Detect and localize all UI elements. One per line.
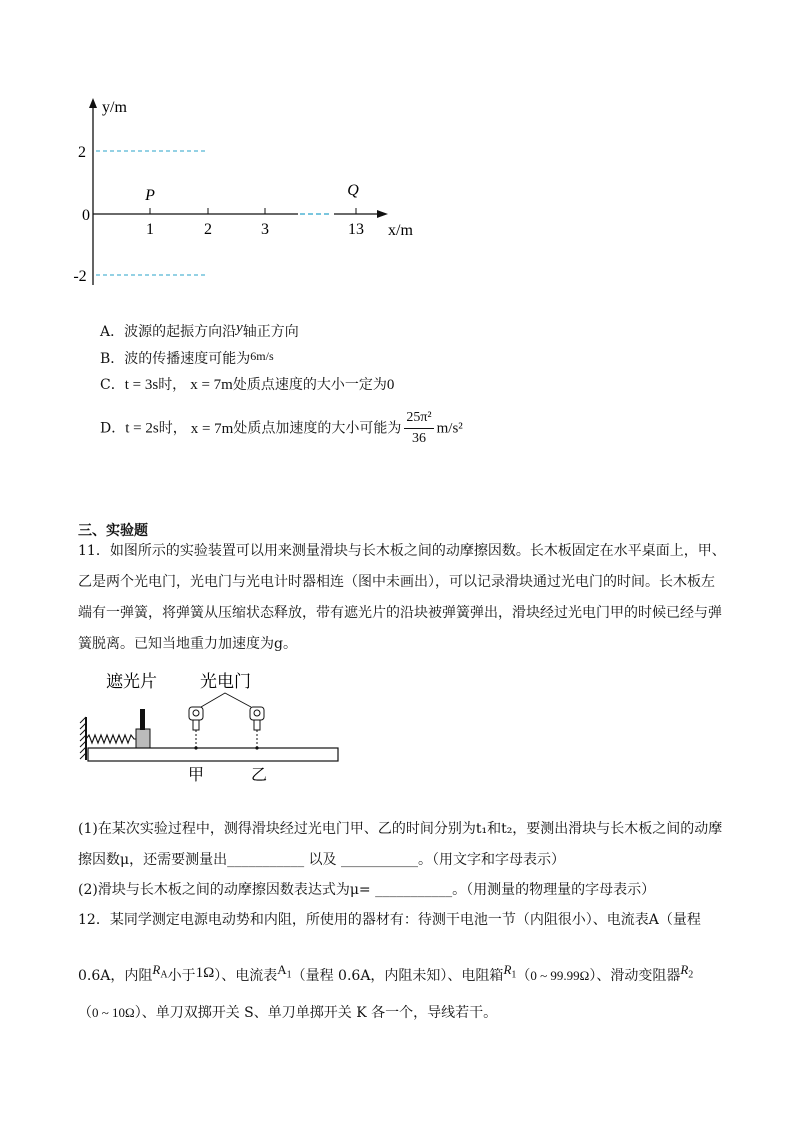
photogate-jia [189, 707, 203, 750]
apparatus-figure [78, 665, 348, 785]
option-c-value: 0 [386, 377, 395, 393]
q11-line-2: 乙是两个光电门，光电门与光电计时器相连（图中未画出），可以记录滑块通过光电门的时间。长木板左 [78, 574, 715, 590]
option-a-text: A．波源的起振方向沿 [100, 324, 237, 340]
q12-line-3 [78, 1003, 497, 1023]
q11-line-4: 簧脱离。已知当地重力加速度为g。 [78, 636, 297, 652]
option-a-tail: 轴正方向 [242, 324, 299, 340]
slider-block [136, 729, 150, 748]
q12-a1: $A_1$ [277, 962, 292, 981]
option-d-position: x = 7m [190, 420, 234, 437]
q12-l2-c: ）、电流表 [214, 968, 278, 984]
q12-ra: $R_A$ [152, 962, 168, 981]
q12-l2-d: （量程 0.6A，内阻未知）、电阻箱 [291, 968, 504, 984]
q11-line-3: 端有一弹簧，将弹簧从压缩状态释放，带有遮光片的沿块被弹簧弹出，滑块经过光电门甲的时候已经与弹 [78, 605, 722, 621]
figure-label-jia: 甲 [188, 767, 205, 784]
long-board [88, 748, 338, 761]
q11-line-1: 11．如图所示的实验装置可以用来测量滑块与长木板之间的动摩擦因数。长木板固定在水平桌面上，甲、 [78, 543, 726, 559]
option-d-fraction [404, 408, 433, 449]
option-a-symbol: y [236, 320, 243, 336]
option-c-mid: 时， [158, 377, 187, 393]
q11-sub1-line-1: (1)在某次实验过程中，测得滑块经过光电门甲、乙的时间分别为t₁和t₂，要测出滑块与长木板之间的动摩 [78, 821, 723, 837]
option-c [100, 375, 394, 395]
section-heading: 三、实验题 [78, 523, 148, 539]
spring [86, 735, 136, 743]
figure-label-yi: 乙 [251, 767, 268, 784]
option-c-label: C． [100, 377, 125, 393]
wave-graph [60, 90, 440, 300]
photogate-yi [250, 707, 264, 750]
q12-l3-b: ）、单刀双掷开关 S、单刀单掷开关 K 各一个，导线若干。 [134, 1005, 498, 1021]
y-tick-label-2: 2 [78, 144, 86, 161]
y-tick-label-neg2: -2 [73, 268, 87, 285]
y-tick-label-0: 0 [82, 207, 90, 224]
point-q-label: Q [347, 182, 359, 199]
point-p-label: P [145, 187, 155, 204]
q12-l2-e: （ [516, 968, 531, 984]
y-axis-label: y/m [102, 99, 127, 116]
option-a [100, 318, 299, 342]
x-axis-arrow [377, 210, 388, 218]
option-c-position: x = 7m [190, 377, 233, 393]
option-b [100, 346, 274, 369]
q12-range2: 0 ~ 10Ω [92, 1005, 135, 1020]
option-b-text: B．波的传播速度可能为 [100, 351, 251, 367]
option-d-tail: 处质点加速度的大小可能为 [233, 420, 402, 437]
q12-r2: $R_2$ [680, 962, 694, 981]
option-d-denominator: 36 [411, 431, 426, 446]
x-tick-label-1: 1 [146, 221, 154, 238]
q11-sub1-line-2: 擦因数μ，还需要测量出___________ 以及 ___________。（用文字和字母表示） [78, 852, 565, 868]
figure-label-shading-plate: 遮光片 [106, 672, 157, 691]
option-b-value: 6m/s [250, 349, 274, 363]
q12-line-2 [78, 960, 693, 986]
q12-line-1: 12．某同学测定电源电动势和内阻，所使用的器材有：待测干电池一节（内阻很小）、电流表A（量程 [78, 912, 701, 928]
q12-r1: $R_1$ [503, 962, 517, 981]
q12-ohm: 1Ω [195, 965, 215, 981]
figure-label-photogate: 光电门 [200, 672, 251, 691]
x-axis-label: x/m [388, 222, 413, 239]
q12-l2-f: ）、滑动变阻器 [589, 968, 681, 984]
option-d-unit: m/s² [436, 420, 463, 437]
option-d-numerator: 25π² [404, 408, 433, 429]
q12-l3-a: （ [78, 1005, 92, 1021]
option-d-mid: 时， [158, 420, 187, 437]
option-c-tail: 处质点速度的大小一定为 [232, 377, 387, 393]
q12-range1: 0 ~ 99.99Ω [530, 968, 590, 983]
x-tick-label-2: 2 [204, 221, 212, 238]
option-c-time: t = 3s [124, 377, 159, 393]
q11-sub2: (2)滑块与长木板之间的动摩擦因数表达式为μ= ___________。（用测量的物理量的字母表示） [78, 882, 656, 898]
q12-l2-a: 0.6A，内阻 [78, 968, 153, 984]
x-tick-label-13: 13 [348, 221, 364, 238]
option-d-label: D． [100, 420, 126, 437]
q12-l2-b: 小于 [167, 968, 196, 984]
shading-plate [140, 709, 145, 730]
option-d-time: t = 2s [125, 420, 159, 437]
option-d [100, 408, 463, 449]
x-tick-label-3: 3 [261, 221, 269, 238]
y-axis-arrow [89, 98, 97, 108]
gate-label-pointer [201, 693, 251, 707]
